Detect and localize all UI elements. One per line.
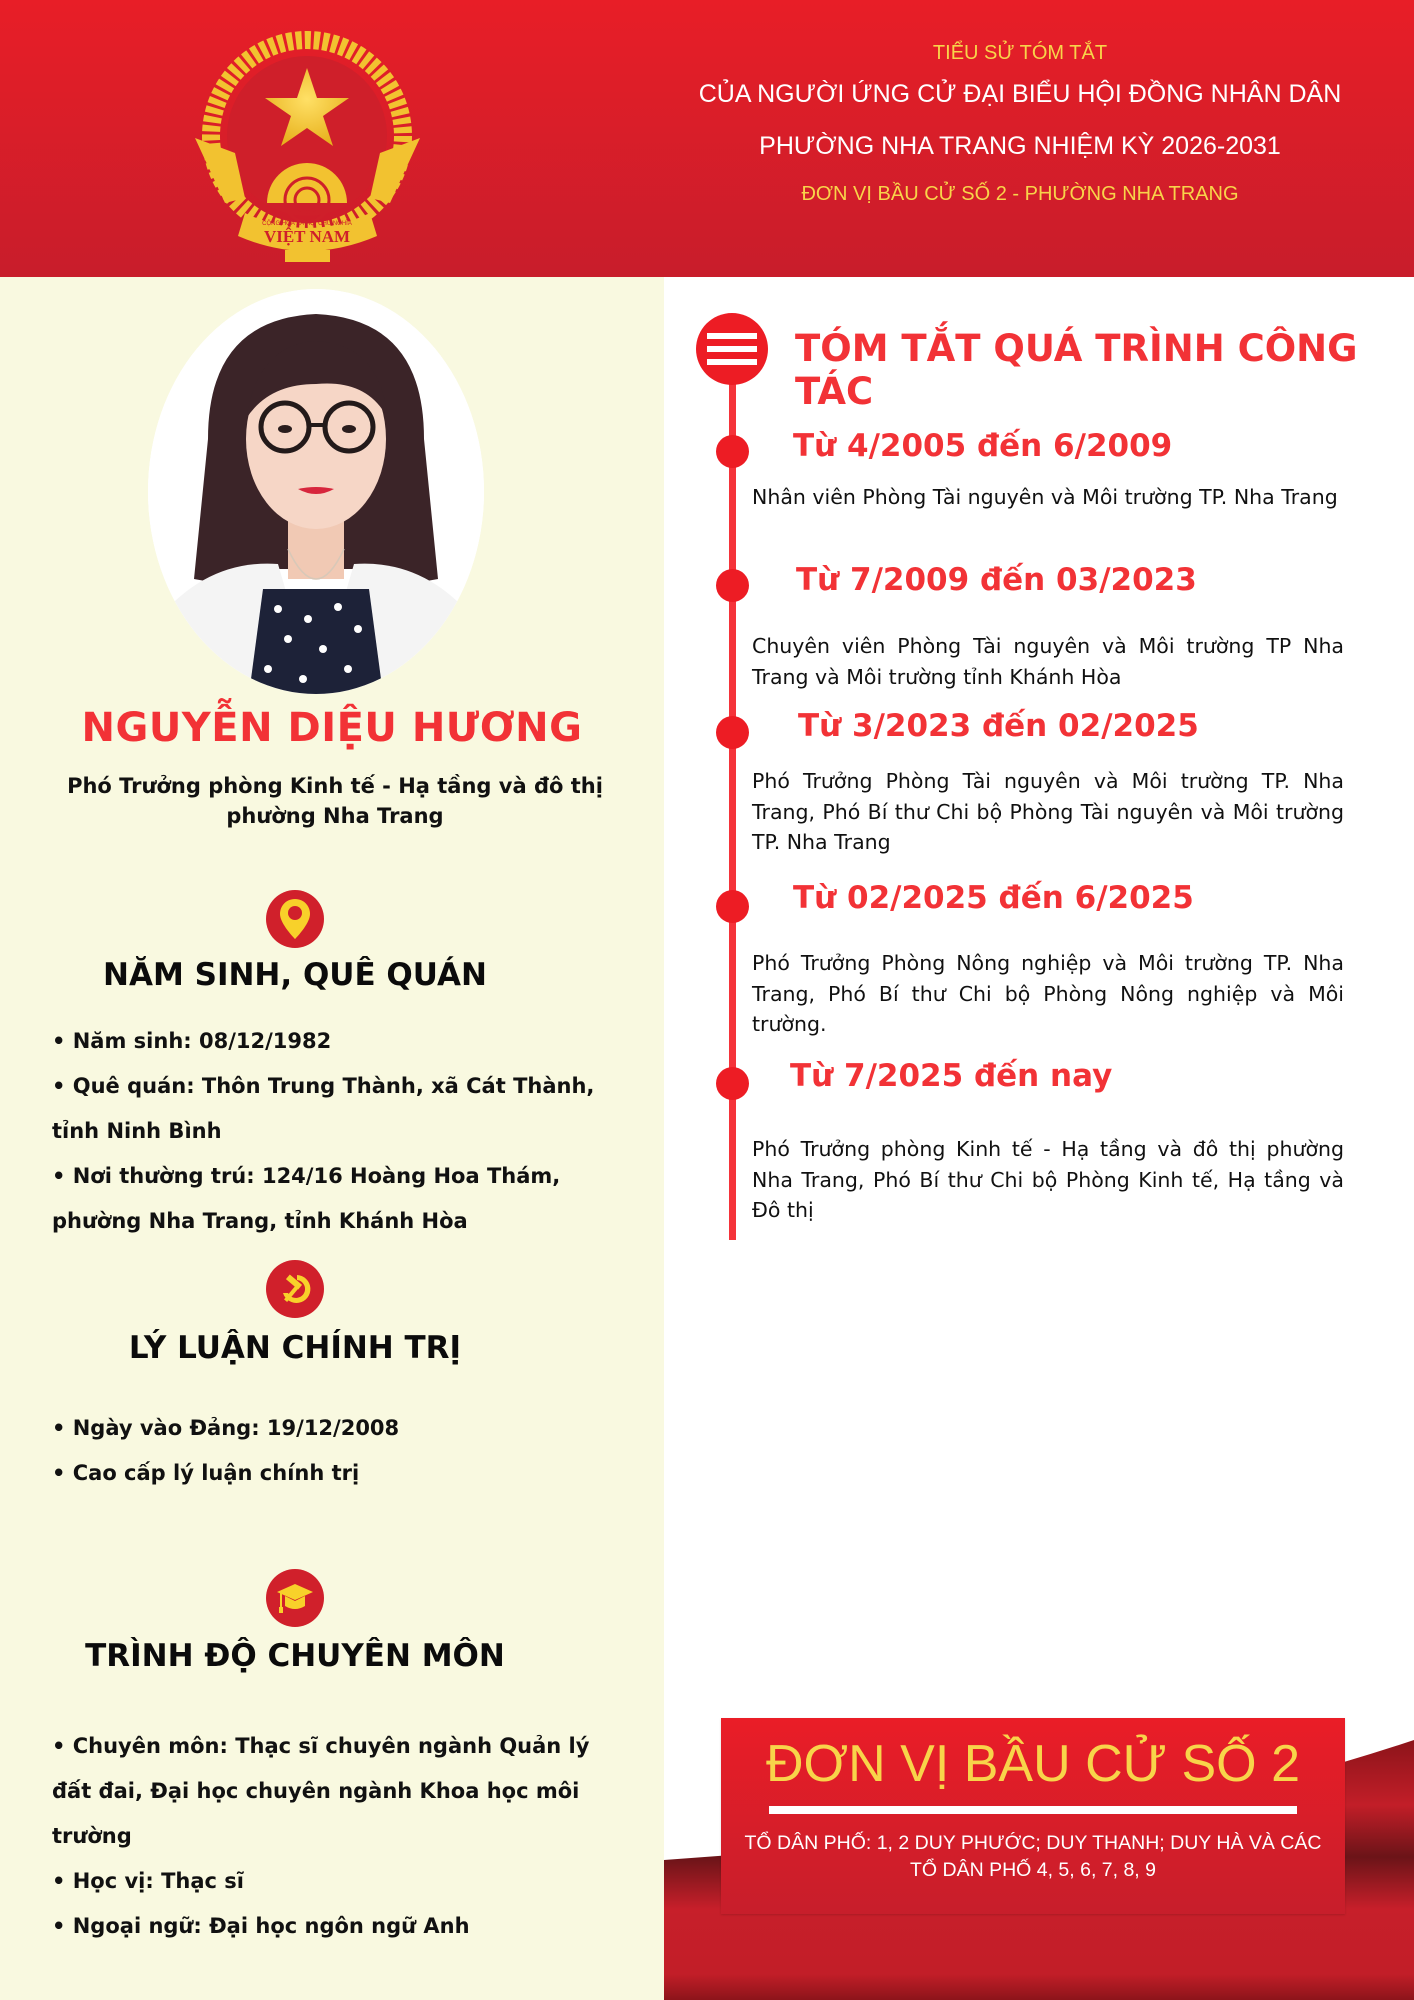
- timeline-date: Từ 3/2023 đến 02/2025: [798, 708, 1199, 744]
- header-title-block: [660, 38, 1380, 214]
- timeline-dot: [716, 435, 749, 468]
- list-item: • Năm sinh: 08/12/1982: [52, 1029, 332, 1053]
- list-item: • Quê quán: Thôn Trung Thành, xã Cát Thành, tỉnh Ninh Bình: [52, 1074, 595, 1143]
- header-title-line1: CỦA NGƯỜI ỨNG CỬ ĐẠI BIỂU HỘI ĐỒNG NHÂN DÂN: [698, 80, 1342, 108]
- list-item: • Nơi thường trú: 124/16 Hoàng Hoa Thám, phường Nha Trang, tỉnh Khánh Hòa: [52, 1164, 561, 1233]
- timeline-dot: [716, 1067, 749, 1100]
- hammer-sickle-icon: [266, 1260, 324, 1318]
- education-info-list: [52, 1724, 632, 1949]
- birth-info-list: [52, 1019, 632, 1244]
- timeline-desc: Chuyên viên Phòng Tài nguyên và Môi trường TP Nha Trang và Môi trường tỉnh Khánh Hòa: [752, 634, 1344, 689]
- candidate-position: Phó Trưởng phòng Kinh tế - Hạ tầng và đô thị phường Nha Trang: [67, 774, 603, 828]
- divider: [769, 1806, 1297, 1814]
- timeline-date: Từ 4/2005 đến 6/2009: [793, 428, 1173, 464]
- list-item: • Cao cấp lý luận chính trị: [52, 1461, 360, 1485]
- svg-text:CỘNG HÒA XÃ HỘI CHỦ NGHĨA: CỘNG HÒA XÃ HỘI CHỦ NGHĨA: [262, 221, 352, 227]
- timeline-dot: [716, 716, 749, 749]
- timeline-line: [729, 340, 736, 1240]
- timeline-desc: Phó Trưởng Phòng Nông nghiệp và Môi trường TP. Nha Trang, Phó Bí thư Chi bộ Phòng Nông nghiệp và Môi trường.: [752, 951, 1344, 1036]
- timeline-desc: Nhân viên Phòng Tài nguyên và Môi trường TP. Nha Trang: [752, 485, 1338, 509]
- timeline-date: Từ 7/2009 đến 03/2023: [796, 562, 1197, 598]
- section-title-politics: LÝ LUẬN CHÍNH TRỊ: [128, 1330, 462, 1366]
- header-unit: ĐƠN VỊ BẦU CỬ SỐ 2 - PHƯỜNG NHA TRANG: [801, 183, 1239, 205]
- graduation-cap-icon: [266, 1569, 324, 1627]
- electoral-unit-box: [721, 1718, 1345, 1914]
- electoral-unit-title: ĐƠN VỊ BẦU CỬ SỐ 2: [766, 1735, 1300, 1793]
- timeline-dot: [716, 890, 749, 923]
- electoral-unit-desc: TỔ DÂN PHỐ: 1, 2 DUY PHƯỚC; DUY THANH; DUY HÀ VÀ CÁC TỔ DÂN PHỐ 4, 5, 6, 7, 8, 9: [744, 1832, 1322, 1881]
- svg-text:VIỆT NAM: VIỆT NAM: [263, 227, 351, 246]
- header-banner: [0, 0, 1414, 277]
- list-item: • Chuyên môn: Thạc sĩ chuyên ngành Quản lý đất đai, Đại học chuyên ngành Khoa học môi trường: [52, 1734, 590, 1848]
- national-emblem-icon: [185, 28, 430, 268]
- timeline-desc: Phó Trưởng phòng Kinh tế - Hạ tầng và đô thị phường Nha Trang, Phó Bí thư Chi bộ Phòng Kinh tế, Hạ tầng và Đô thị: [752, 1137, 1344, 1222]
- timeline-date: Từ 02/2025 đến 6/2025: [793, 880, 1194, 916]
- timeline-dot: [716, 569, 749, 602]
- section-title-education: TRÌNH ĐỘ CHUYÊN MÔN: [85, 1638, 505, 1674]
- section-title-birth: NĂM SINH, QUÊ QUÁN: [103, 957, 487, 993]
- list-item: • Học vị: Thạc sĩ: [52, 1869, 244, 1893]
- header-title-line2: PHƯỜNG NHA TRANG NHIỆM KỲ 2026-2031: [759, 132, 1281, 160]
- menu-lines-icon: [696, 313, 768, 385]
- politics-info-list: [52, 1406, 632, 1496]
- timeline-date: Từ 7/2025 đến nay: [790, 1058, 1113, 1094]
- location-pin-icon: [266, 890, 324, 948]
- timeline-desc: Phó Trưởng Phòng Tài nguyên và Môi trường TP. Nha Trang, Phó Bí thư Chi bộ Phòng Tài nguyên và Môi trường TP. Nha Trang: [752, 769, 1344, 854]
- list-item: • Ngày vào Đảng: 19/12/2008: [52, 1416, 400, 1440]
- header-subtitle: TIỂU SỬ TÓM TẮT: [932, 42, 1108, 64]
- portrait-photo: [148, 289, 484, 694]
- timeline-title: TÓM TẮT QUÁ TRÌNH CÔNG TÁC: [795, 327, 1358, 413]
- list-item: • Ngoại ngữ: Đại học ngôn ngữ Anh: [52, 1914, 470, 1938]
- candidate-name: NGUYỄN DIỆU HƯƠNG: [81, 705, 583, 751]
- left-column: [0, 277, 664, 2000]
